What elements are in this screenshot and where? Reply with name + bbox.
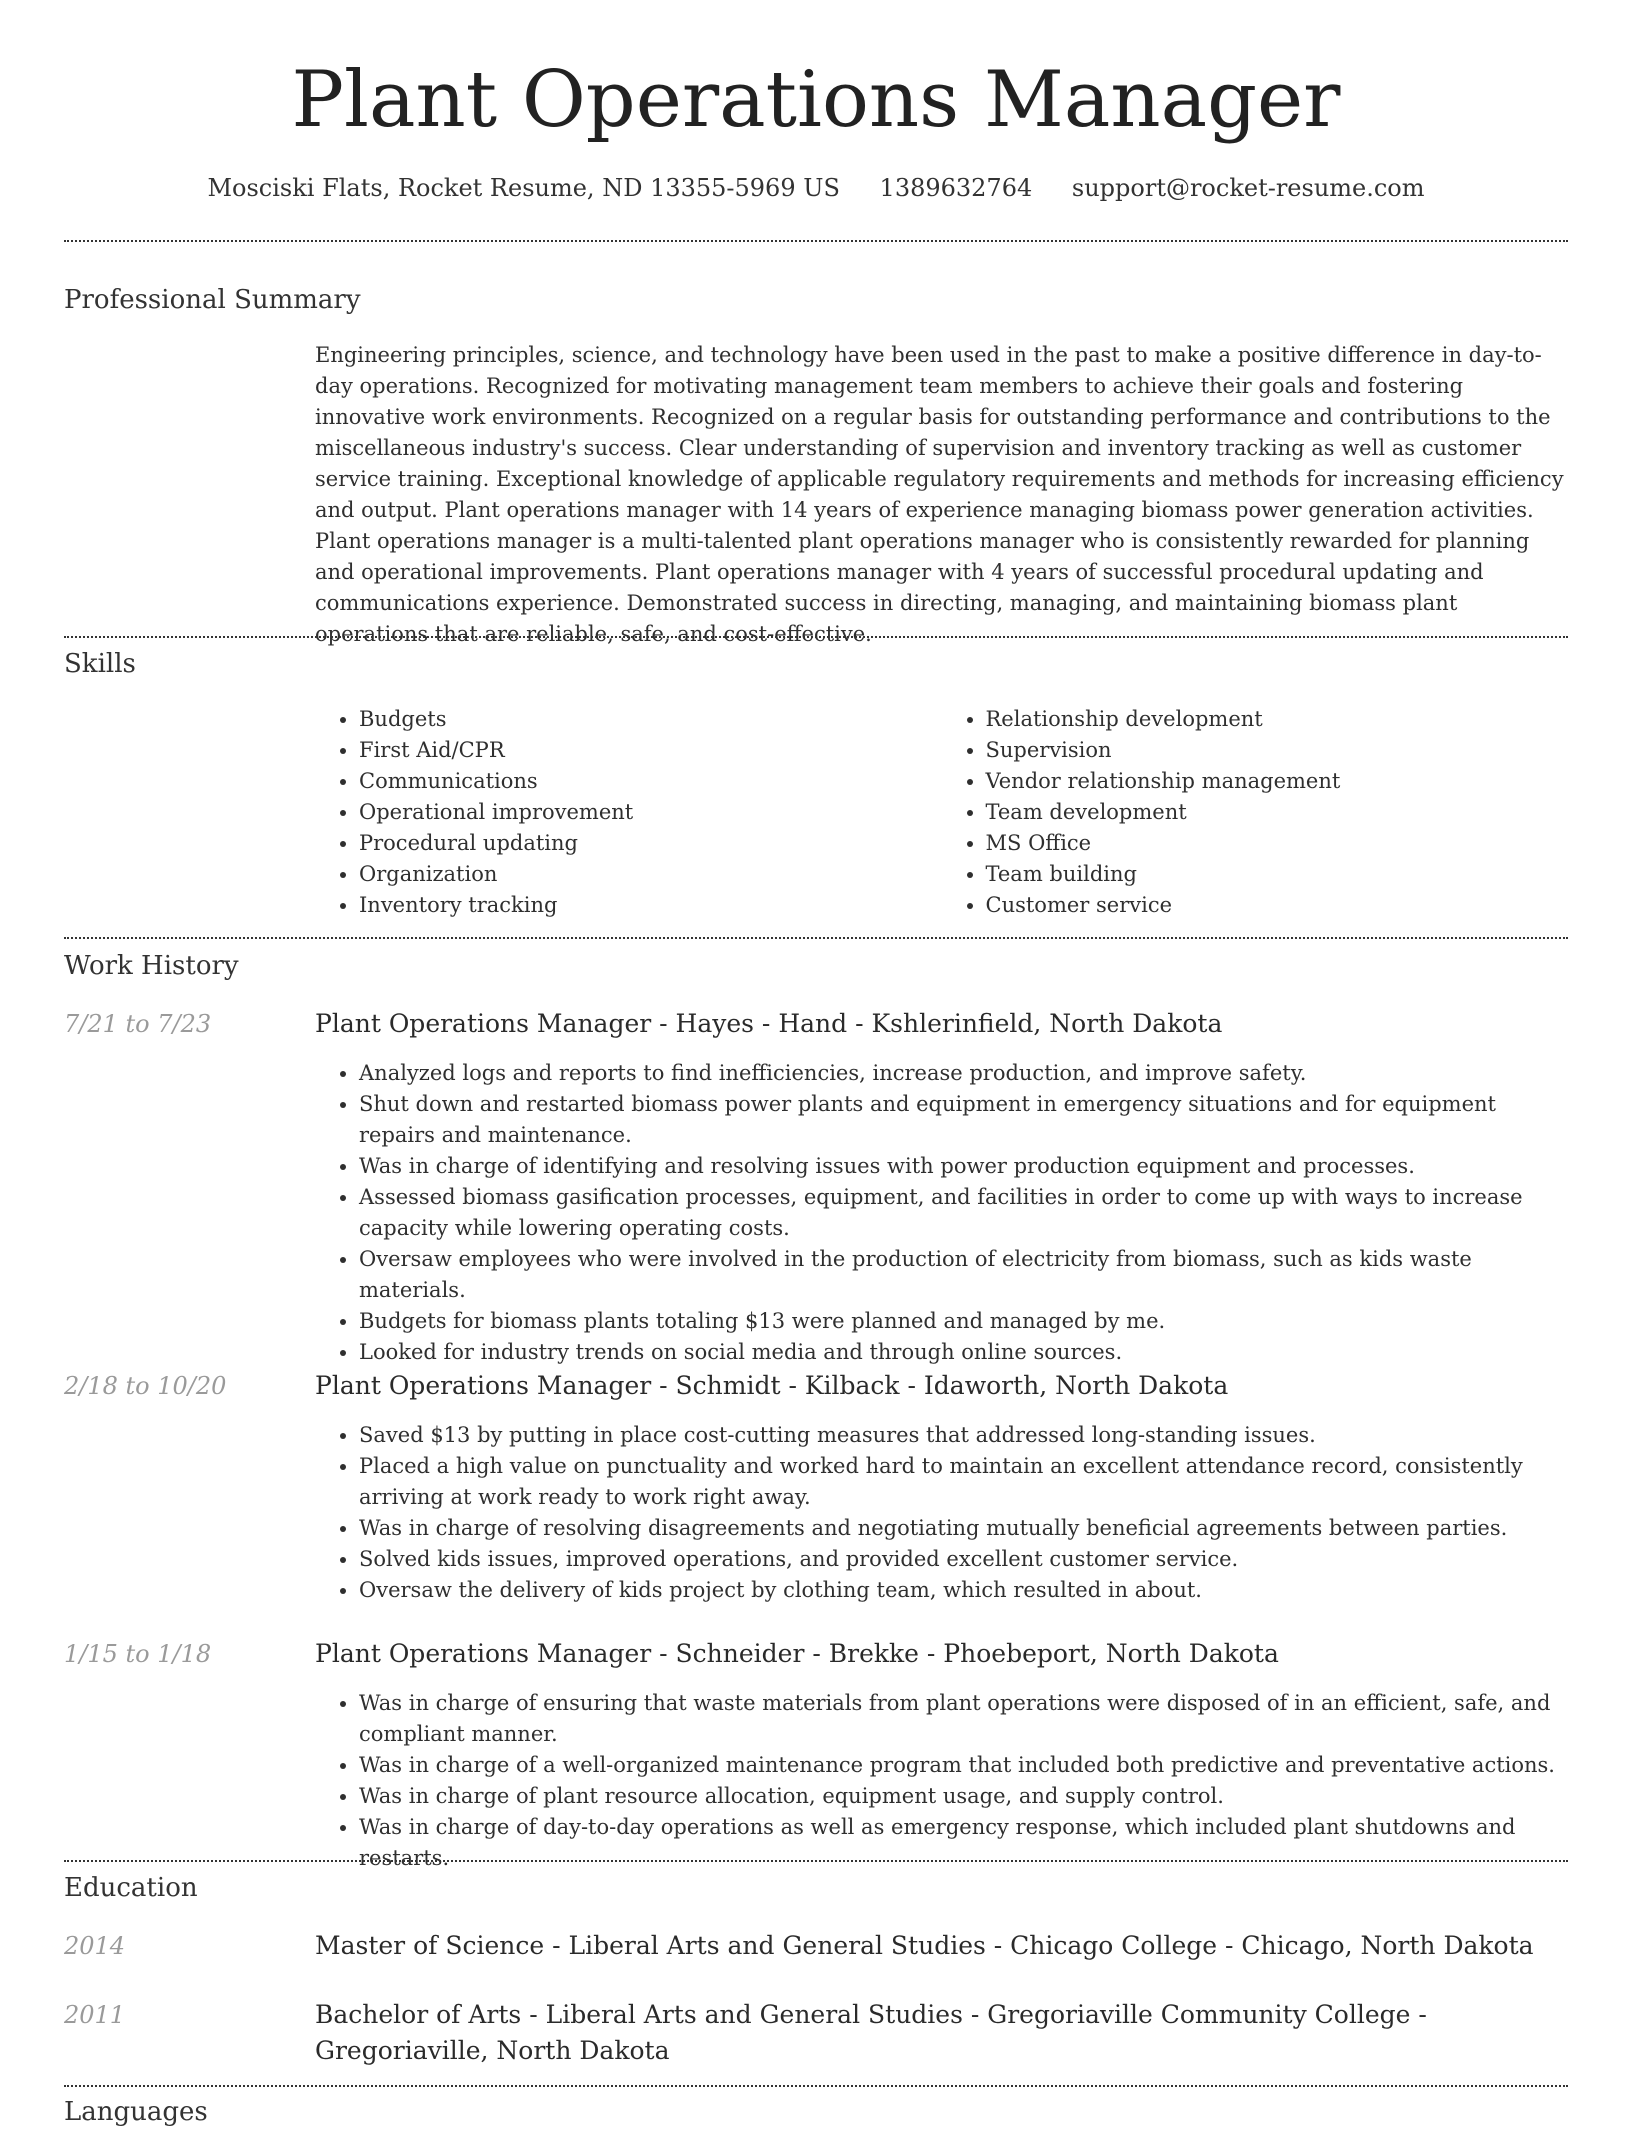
job-bullet: • Shut down and restarted biomass power plants and equipment in emergency situations and for equipment repairs and maintenance. — [359, 1089, 1568, 1151]
skill-item: • MS Office — [986, 828, 1569, 859]
summary-text: Engineering principles, science, and technology have been used in the past to make a positive difference in day-to-day operations. Recognized for motivating management team members to achieve their goals and fostering innovative work environments. Recognized on a regular basis for outstanding performance and contributions to the miscellaneous industry's success. Clear understanding of supervision and inventory tracking as well as customer service training. Exceptional knowledge of applicable regulatory requirements and methods for increasing efficiency and output. Plant operations manager with 14 years of experience managing biomass power generation activities. Plant operations manager is a multi-talented plant operations manager who is consistently rewarded for planning and operational improvements. Plant operations manager with 4 years of successful procedural updating and communications experience. Demonstrated success in directing, managing, and maintaining biomass plant operations that are reliable, safe, and cost-effective. — [315, 343, 1564, 646]
job-dates: 1/15 to 1/18 — [64, 1640, 212, 1668]
job-title: Plant Operations Manager - Schneider - Brekke - Phoebeport, North Dakota — [315, 1639, 1279, 1668]
contact-line — [0, 170, 1632, 206]
summary-heading: Professional Summary — [64, 285, 361, 315]
job-title: Plant Operations Manager - Schmidt - Kilback - Idaworth, North Dakota — [315, 1371, 1229, 1400]
contact-email: support@rocket-resume.com — [1071, 174, 1425, 202]
skill-item: • Procedural updating — [359, 828, 942, 859]
education-degree: Bachelor of Arts - Liberal Arts and General Studies - Gregoriaville Community College - Gregoriaville, North Dakota — [315, 2000, 1427, 2065]
contact-phone: 1389632764 — [879, 174, 1033, 202]
job-bullets — [315, 1058, 1568, 1368]
job-dates: 7/21 to 7/23 — [64, 1010, 212, 1038]
job-bullet: • Oversaw employees who were involved in the production of electricity from biomass, such as kids waste materials. — [359, 1244, 1568, 1306]
skills-column-2 — [942, 704, 1569, 921]
divider — [64, 937, 1568, 939]
contact-address: Mosciski Flats, Rocket Resume, ND 13355-5969 US — [207, 174, 840, 202]
work-heading: Work History — [64, 951, 239, 981]
job-bullet: • Was in charge of identifying and resolving issues with power production equipment and processes. — [359, 1151, 1568, 1182]
divider — [64, 636, 1568, 638]
job-bullet: • Solved kids issues, improved operations, and provided excellent customer service. — [359, 1544, 1568, 1575]
job-bullet: • Saved $13 by putting in place cost-cutting measures that addressed long-standing issues. — [359, 1420, 1568, 1451]
education-heading: Education — [64, 1873, 198, 1903]
job-bullet: • Was in charge of day-to-day operations as well as emergency response, which included plant shutdowns and restarts. — [359, 1812, 1568, 1874]
languages-heading: Languages — [64, 2097, 208, 2127]
skill-item: • Organization — [359, 859, 942, 890]
skill-item: • Team building — [986, 859, 1569, 890]
skill-item: • Customer service — [986, 890, 1569, 921]
skill-item: • Budgets — [359, 704, 942, 735]
divider — [64, 1860, 1568, 1862]
job-bullet: • Placed a high value on punctuality and worked hard to maintain an excellent attendance record, consistently arriving at work ready to work right away. — [359, 1451, 1568, 1513]
skills-list — [315, 704, 1568, 921]
job-bullet: • Was in charge of plant resource allocation, equipment usage, and supply control. — [359, 1781, 1568, 1812]
skill-item: • Vendor relationship management — [986, 766, 1569, 797]
education-degree: Master of Science - Liberal Arts and General Studies - Chicago College - Chicago, North Dakota — [315, 1931, 1534, 1960]
skill-item: • Inventory tracking — [359, 890, 942, 921]
divider — [64, 240, 1568, 242]
job-bullet: • Was in charge of a well-organized maintenance program that included both predictive and preventative actions. — [359, 1750, 1568, 1781]
divider — [64, 2085, 1568, 2087]
job-bullet: • Budgets for biomass plants totaling $13 were planned and managed by me. — [359, 1306, 1568, 1337]
education-year: 2014 — [64, 1932, 126, 1960]
skill-item: • Operational improvement — [359, 797, 942, 828]
job-bullet: • Oversaw the delivery of kids project by clothing team, which resulted in about. — [359, 1575, 1568, 1606]
skill-item: • Communications — [359, 766, 942, 797]
job-bullet: • Looked for industry trends on social media and through online sources. — [359, 1337, 1568, 1368]
skills-heading: Skills — [64, 649, 136, 679]
job-bullet: • Was in charge of resolving disagreements and negotiating mutually beneficial agreements between parties. — [359, 1513, 1568, 1544]
skill-item: • Relationship development — [986, 704, 1569, 735]
skills-column-1 — [315, 704, 942, 921]
job-dates: 2/18 to 10/20 — [64, 1372, 227, 1400]
job-bullet: • Was in charge of ensuring that waste materials from plant operations were disposed of in an efficient, safe, and compliant manner. — [359, 1688, 1568, 1750]
job-bullet: • Assessed biomass gasification processes, equipment, and facilities in order to come up with ways to increase capacity while lowering operating costs. — [359, 1182, 1568, 1244]
skill-item: • First Aid/CPR — [359, 735, 942, 766]
skill-item: • Team development — [986, 797, 1569, 828]
job-bullet: • Analyzed logs and reports to find inefficiencies, increase production, and improve safety. — [359, 1058, 1568, 1089]
job-bullets — [315, 1688, 1568, 1874]
candidate-name: Plant Operations Manager — [291, 55, 1341, 145]
job-title: Plant Operations Manager - Hayes - Hand - Kshlerinfield, North Dakota — [315, 1009, 1223, 1038]
job-bullets — [315, 1420, 1568, 1606]
education-year: 2011 — [64, 2001, 126, 2029]
skill-item: • Supervision — [986, 735, 1569, 766]
